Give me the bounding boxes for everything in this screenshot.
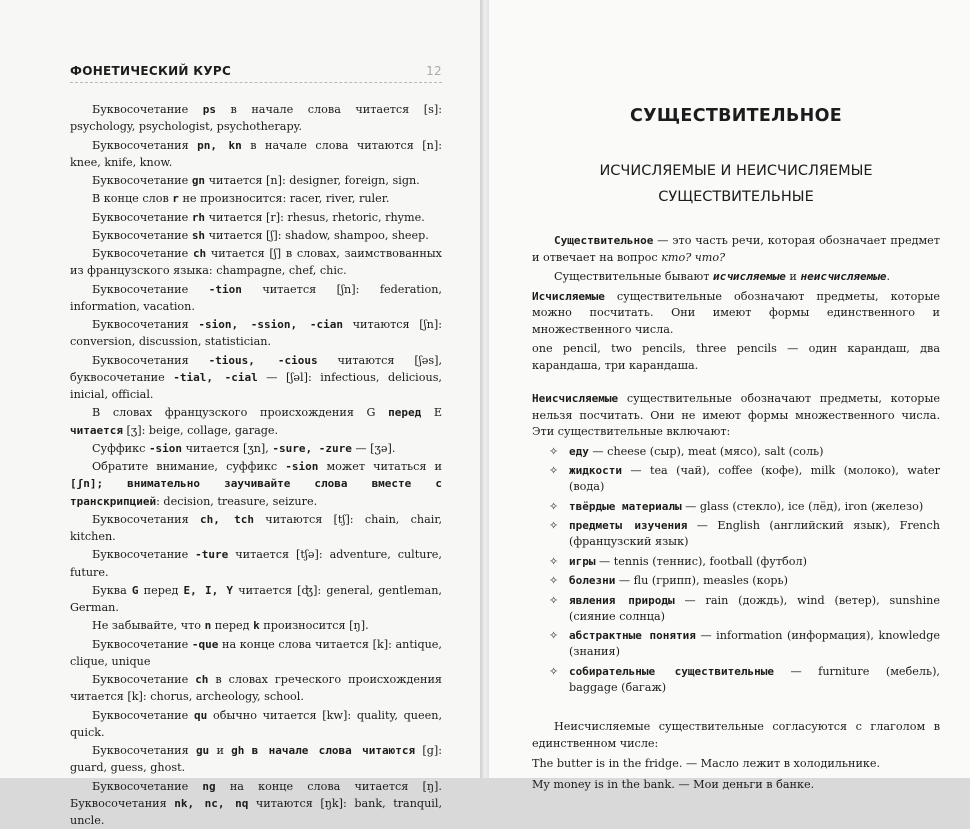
sparkle-bullet-icon: ✧ xyxy=(549,444,559,458)
example-sentence: The butter is in the fridge. — Масло лежит в холодильнике. xyxy=(532,757,881,770)
countable-example: one pencil, two pencils, three pencils — один карандаш, два карандаша, три карандаша. xyxy=(532,342,940,372)
section-title-line: ИСЧИСЛЯЕМЫЕ И НЕИСЧИСЛЯЕМЫЕ xyxy=(599,163,873,179)
chapter-title: СУЩЕСТВИТЕЛЬНОЕ xyxy=(630,106,842,126)
book-gutter xyxy=(480,0,489,778)
sparkle-bullet-icon: ✧ xyxy=(549,629,559,642)
sparkle-bullet-icon: ✧ xyxy=(549,519,559,532)
list-item: ✧ игры — tennis (теннис), football (футбол) xyxy=(549,554,807,568)
rule-paragraph: Буквосочетание -ture читается [tʃə]: adventure, culture, future. xyxy=(70,548,442,579)
list-item: ✧ собирательные существительные — furniture (мебель), baggage (багаж) xyxy=(549,664,940,694)
countable-paragraph: Исчисляемые существительные обозначают предметы, которые можно посчитать. Они имеют формы единственного и множественного числа. xyxy=(532,289,940,336)
uncountable-list xyxy=(532,444,940,696)
rule-paragraph: Буквосочетание ps в начале слова читается [s]: psychology, psychologist, psychotherapy. xyxy=(70,103,442,134)
rule-paragraph: Буквосочетание ch читается [ʃ] в словах, заимствованных из французского языка: champagne, chef, chic. xyxy=(70,247,442,278)
list-item: ✧ твёрдые материалы — glass (стекло), ice (лёд), iron (железо) xyxy=(549,499,924,513)
rule-paragraph: Буквосочетание sh читается [ʃ]: shadow, shampoo, sheep. xyxy=(92,228,429,242)
rule-paragraph: Обратите внимание, суффикс -sion может читаться и [ʃn]; внимательно заучивайте слова вместе с транскрипцией: decision, treasure, seizure. xyxy=(70,460,442,508)
rule-paragraph: Буквосочетания ch, tch читаются [tʃ]: chain, chair, kitchen. xyxy=(70,512,442,544)
sparkle-bullet-icon: ✧ xyxy=(549,574,559,587)
right-page xyxy=(489,0,970,791)
running-header xyxy=(70,64,442,83)
list-item: ✧ явления природы — rain (дождь), wind (ветер), sunshine (сияние солнца) xyxy=(549,593,940,623)
sparkle-bullet-icon: ✧ xyxy=(549,554,559,568)
list-item: ✧ жидкости — tea (чай), coffee (кофе), milk (молоко), water (вода) xyxy=(549,464,940,493)
rule-paragraph: Суффикс -sion читается [ʒn], -sure, -zure — [ʒə]. xyxy=(92,441,396,455)
page-number: 12 xyxy=(426,64,442,78)
list-item: ✧ предметы изучения — English (английский язык), French (французский язык) xyxy=(549,519,940,548)
rule-paragraph: Буква G перед E, I, Y читается [ʤ]: general, gentleman, German. xyxy=(70,583,442,615)
rule-paragraph: Буквосочетание ch в словах греческого происхождения читается [k]: chorus, archeology, school. xyxy=(70,673,442,704)
rule-paragraph: Буквосочетание ng на конце слова читается [ŋ]. Буквосочетания nk, nc, nq читаются [ŋk]: bank, tranquil, uncle. xyxy=(70,779,443,828)
left-page xyxy=(0,0,480,828)
rule-paragraph: В словах французского происхождения G перед E читается [ʒ]: beige, collage, garage. xyxy=(70,406,442,437)
rule-paragraph: Буквосочетания -sion, -ssion, -cian читаются [ʃn]: conversion, discussion, statistician. xyxy=(70,318,443,349)
agreement-paragraph: Неисчисляемые существительные согласуются с глаголом в единственном числе: xyxy=(532,720,940,750)
uncountable-paragraph: Неисчисляемые существительные обозначают предметы, которые нельзя посчитать. Они не имеют формы множественного числа. Эти существительные включают: xyxy=(532,392,940,438)
rule-paragraph: Буквосочетания -tious, -cious читаются [ʃəs], буквосочетание -tial, -cial — [ʃəl]: infectious, delicious, inicial, official. xyxy=(70,353,443,402)
rule-paragraph: Буквосочетание -tion читается [ʃn]: federation, information, vacation. xyxy=(70,282,442,313)
rule-paragraph: Буквосочетание -que на конце слова читается [k]: antique, clique, unique xyxy=(70,637,442,668)
definition-paragraph: Существительное — это часть речи, которая обозначает предмет и отвечает на вопрос кто? что? xyxy=(532,234,940,264)
sparkle-bullet-icon: ✧ xyxy=(549,664,559,678)
rule-paragraph: Не забывайте, что n перед k произносится [ŋ]. xyxy=(92,619,369,633)
list-item: ✧ еду — cheese (сыр), meat (мясо), salt (соль) xyxy=(549,444,824,458)
list-item: ✧ абстрактные понятия — information (информация), knowledge (знания) xyxy=(549,629,940,658)
section-title-line: СУЩЕСТВИТЕЛЬНЫЕ xyxy=(658,189,814,205)
rule-paragraph: Буквосочетание gn читается [n]: designer, foreign, sign. xyxy=(92,174,420,187)
section-title xyxy=(532,158,940,210)
rule-paragraph: Буквосочетания pn, kn в начале слова читаются [n]: knee, knife, know. xyxy=(70,138,443,169)
kinds-paragraph: Существительные бывают исчисляемые и неисчисляемые. xyxy=(554,270,891,283)
example-sentence: My money is in the bank. — Мои деньги в банке. xyxy=(532,777,815,791)
rule-paragraph: Буквосочетание qu обычно читается [kw]: quality, queen, quick. xyxy=(70,708,442,739)
rule-paragraph: Буквосочетания gu и gh в начале слова читаются [g]: guard, guess, ghost. xyxy=(70,744,443,775)
rule-paragraph: В конце слов r не произносится: racer, river, ruler. xyxy=(92,192,390,206)
running-head-title: ФОНЕТИЧЕСКИЙ КУРС xyxy=(70,64,232,78)
rule-paragraph: Буквосочетание rh читается [r]: rhesus, rhetoric, rhyme. xyxy=(92,210,425,224)
sparkle-bullet-icon: ✧ xyxy=(549,464,559,477)
list-item: ✧ болезни — flu (грипп), measles (корь) xyxy=(549,574,788,587)
sparkle-bullet-icon: ✧ xyxy=(549,499,559,513)
sparkle-bullet-icon: ✧ xyxy=(549,593,559,607)
